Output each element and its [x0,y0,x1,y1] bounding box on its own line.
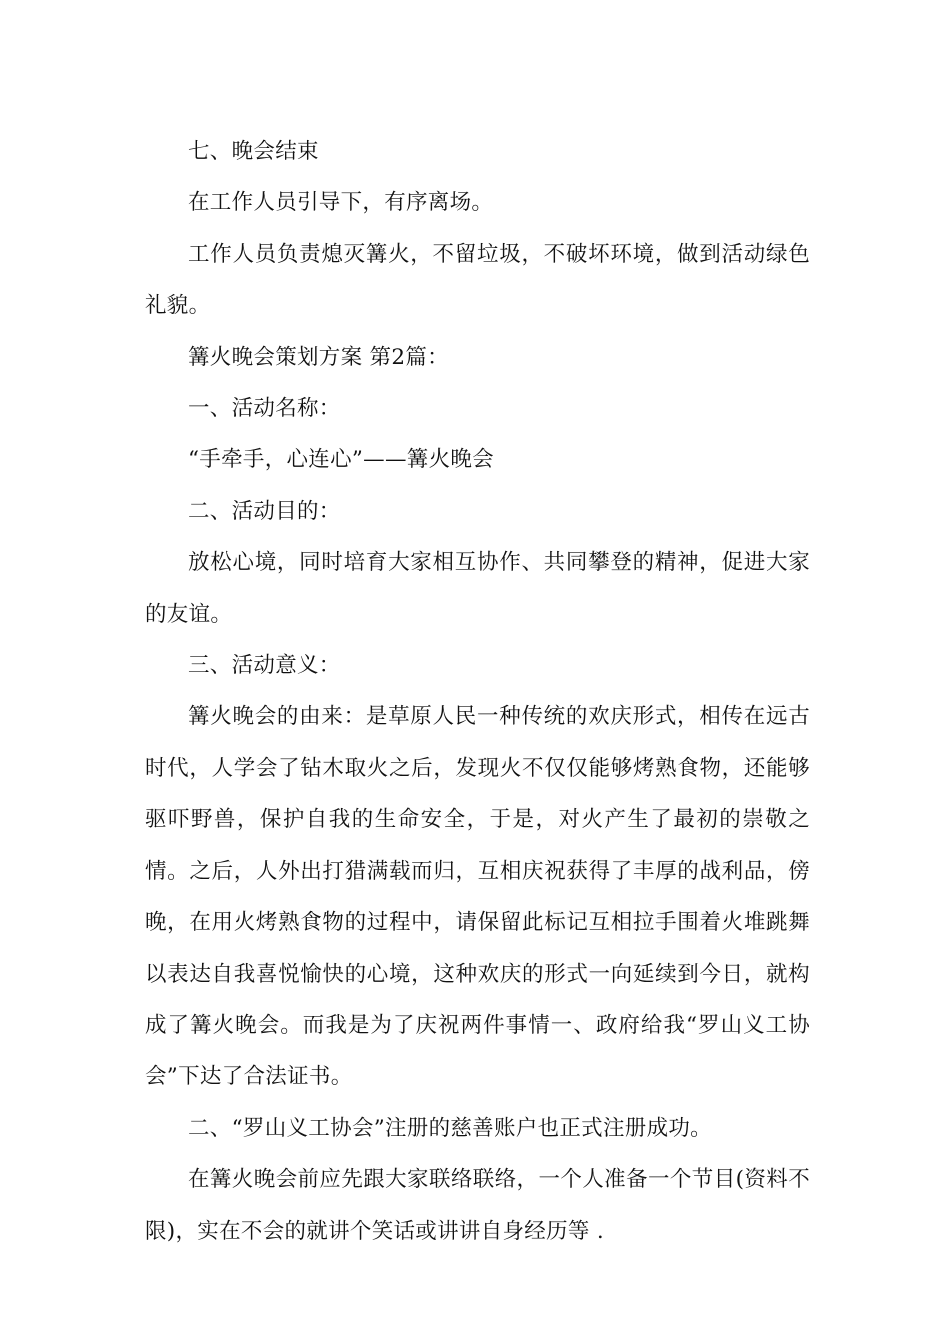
paragraph-charity-account: 二、“罗山义工协会”注册的慈善账户也正式注册成功。 [188,1115,712,1141]
activity-name-text: “手牵手，心连心”——篝火晚会 [188,447,494,473]
paragraph-preparation: 在篝火晚会前应先跟大家联络联络，一个人准备一个节目(资料不限)，实在不会的就讲个笑话或讲讲自身经历等 . [145,1167,810,1244]
section-heading-evening-end: 七、晚会结束 [188,139,319,164]
paragraph-extinguish-fire: 工作人员负责熄灭篝火，不留垃圾，不破坏环境，做到活动绿色礼貌。 [145,241,810,319]
activity-meaning-text: 篝火晚会的由来：是草原人民一种传统的欢庆形式，相传在远古时代，人学会了钻木取火之后，发现火不仅仅能够烤熟食物，还能够驱吓野兽，保护自我的生命安全，于是，对火产生了最初的崇敬之情。之后，人外出打猎满载而归，互相庆祝获得了丰厚的战利品，傍晚，在用火烤熟食物的过程中，请保留此标记互相拉手围着火堆跳舞以表达自我喜悦愉快的心境，这种欢庆的形式一向延续到今日，就构成了篝火晚会。而我是为了庆祝两件事情一、政府给我“罗山义工协会”下达了合法证书。 [145,704,810,1090]
paragraph-orderly-exit: 在工作人员引导下，有序离场。 [188,190,494,216]
document-body [145,126,810,1257]
plan-title-part-2: 篝火晚会策划方案 第2篇： [188,344,449,370]
activity-purpose-text: 放松心境，同时培育大家相互协作、共同攀登的精神，促进大家的友谊。 [145,550,810,627]
section-heading-activity-purpose: 二、活动目的： [188,498,341,524]
section-heading-activity-meaning: 三、活动意义： [188,653,341,679]
section-heading-activity-name: 一、活动名称： [188,396,341,422]
